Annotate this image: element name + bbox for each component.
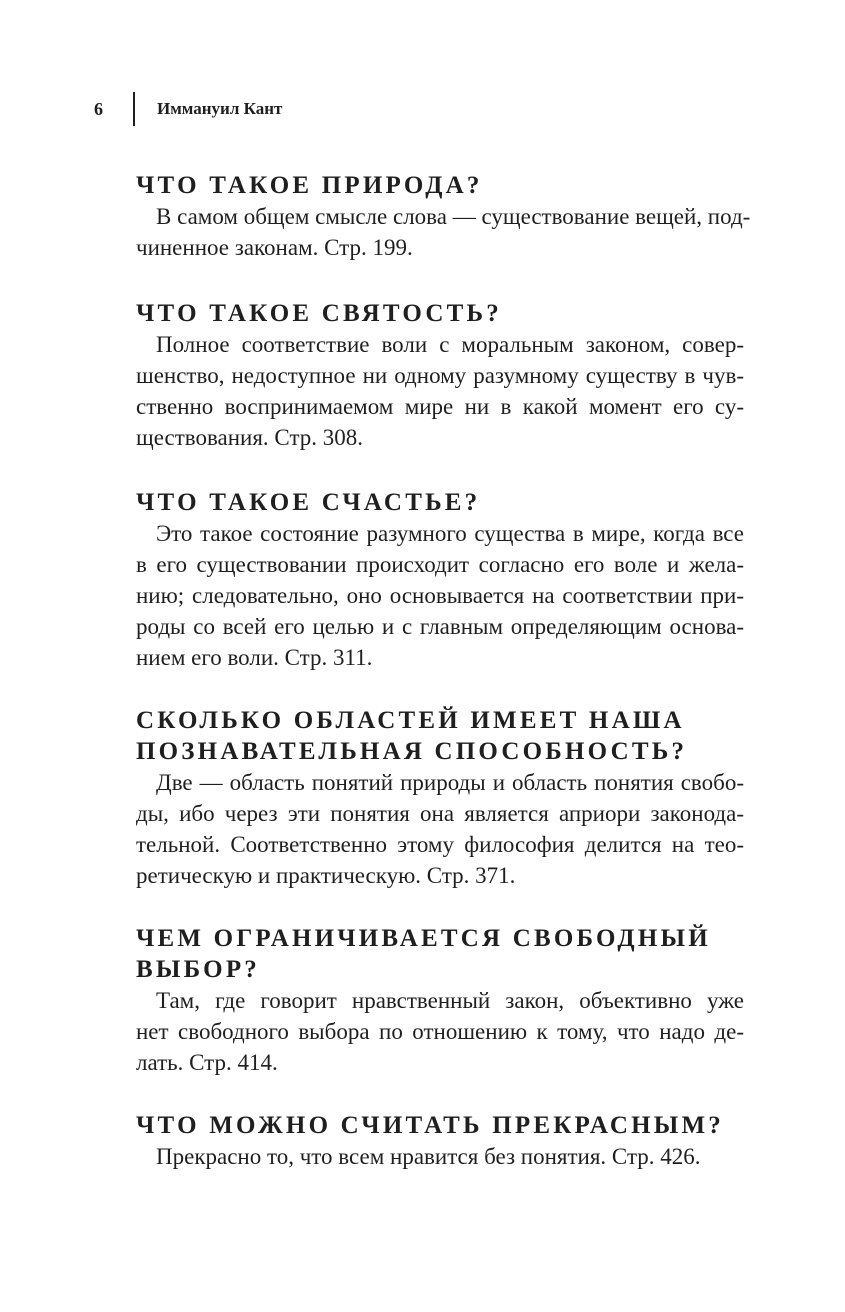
question-heading <box>136 298 744 329</box>
answer-text <box>136 329 744 453</box>
answer-line: шенство, недоступное ни одному разумному существу в чув- <box>136 363 744 388</box>
qa-entry-free-choice <box>136 923 744 1078</box>
answer-line: Прекрасно то, что всем нравится без понятия. Стр. 426. <box>156 1144 701 1169</box>
answer-line: чиненное законам. Стр. 199. <box>136 235 413 260</box>
question-line: ЧТО ТАКОЕ ПРИРОДА? <box>136 172 483 199</box>
question-heading <box>136 705 744 767</box>
question-line: ЧТО ТАКОЕ СВЯТОСТЬ? <box>136 300 502 327</box>
question-heading <box>136 1110 744 1141</box>
question-line: ПОЗНАВАТЕЛЬНАЯ СПОСОБНОСТЬ? <box>136 738 688 765</box>
answer-text <box>136 201 751 263</box>
running-head: Иммануил Кант <box>157 99 283 118</box>
answer-text <box>136 1141 744 1172</box>
question-heading <box>136 170 744 201</box>
answer-line: в его существовании происходит согласно его воле и жела- <box>136 552 744 577</box>
answer-line: Там, где говорит нравственный закон, объективно уже <box>156 988 744 1013</box>
answer-line: роды со всей его целью и с главным определяющим основа- <box>136 614 744 639</box>
answer-line: тельной. Соответственно этому философия делится на тео- <box>136 832 744 857</box>
question-line: ВЫБОР? <box>136 956 260 983</box>
answer-line: ды, ибо через эти понятия она является априори законода- <box>136 801 744 826</box>
question-line: ЧТО МОЖНО СЧИТАТЬ ПРЕКРАСНЫМ? <box>136 1112 724 1139</box>
header-divider <box>133 92 135 126</box>
qa-entry-cognitive-domains <box>136 705 744 891</box>
answer-line: ретическую и практическую. Стр. 371. <box>136 863 516 888</box>
qa-entry-holiness <box>136 298 744 453</box>
question-line: ЧТО ТАКОЕ СЧАСТЬЕ? <box>136 489 481 516</box>
question-heading <box>136 923 744 985</box>
page-number: 6 <box>94 98 103 119</box>
question-line: СКОЛЬКО ОБЛАСТЕЙ ИМЕЕТ НАША <box>136 707 685 734</box>
answer-line: Полное соответствие воли с моральным законом, совер- <box>156 332 744 357</box>
question-line: ЧЕМ ОГРАНИЧИВАЕТСЯ СВОБОДНЫЙ <box>136 925 711 952</box>
answer-line: Это такое состояние разумного существа в мире, когда все <box>156 521 744 546</box>
answer-text <box>136 518 744 673</box>
answer-line: нет свободного выбора по отношению к тому, что надо де- <box>136 1019 744 1044</box>
qa-entry-nature <box>136 170 751 263</box>
answer-line: нию; следовательно, оно основывается на соответствии при- <box>136 583 744 608</box>
answer-text <box>136 985 744 1078</box>
qa-entry-beautiful <box>136 1110 744 1172</box>
answer-line: нием его воли. Стр. 311. <box>136 645 373 670</box>
answer-text <box>136 767 744 891</box>
qa-entry-happiness <box>136 487 744 673</box>
answer-line: лать. Стр. 414. <box>136 1050 278 1075</box>
question-heading <box>136 487 744 518</box>
answer-line: ществования. Стр. 308. <box>136 425 364 450</box>
page-header <box>94 92 282 126</box>
answer-line: Две — область понятий природы и область понятия свобо- <box>156 770 744 795</box>
answer-line: ственно воспринимаемом мире ни в какой момент его су- <box>136 394 744 419</box>
answer-line: В самом общем смысле слова — существование вещей, под- <box>156 204 751 229</box>
